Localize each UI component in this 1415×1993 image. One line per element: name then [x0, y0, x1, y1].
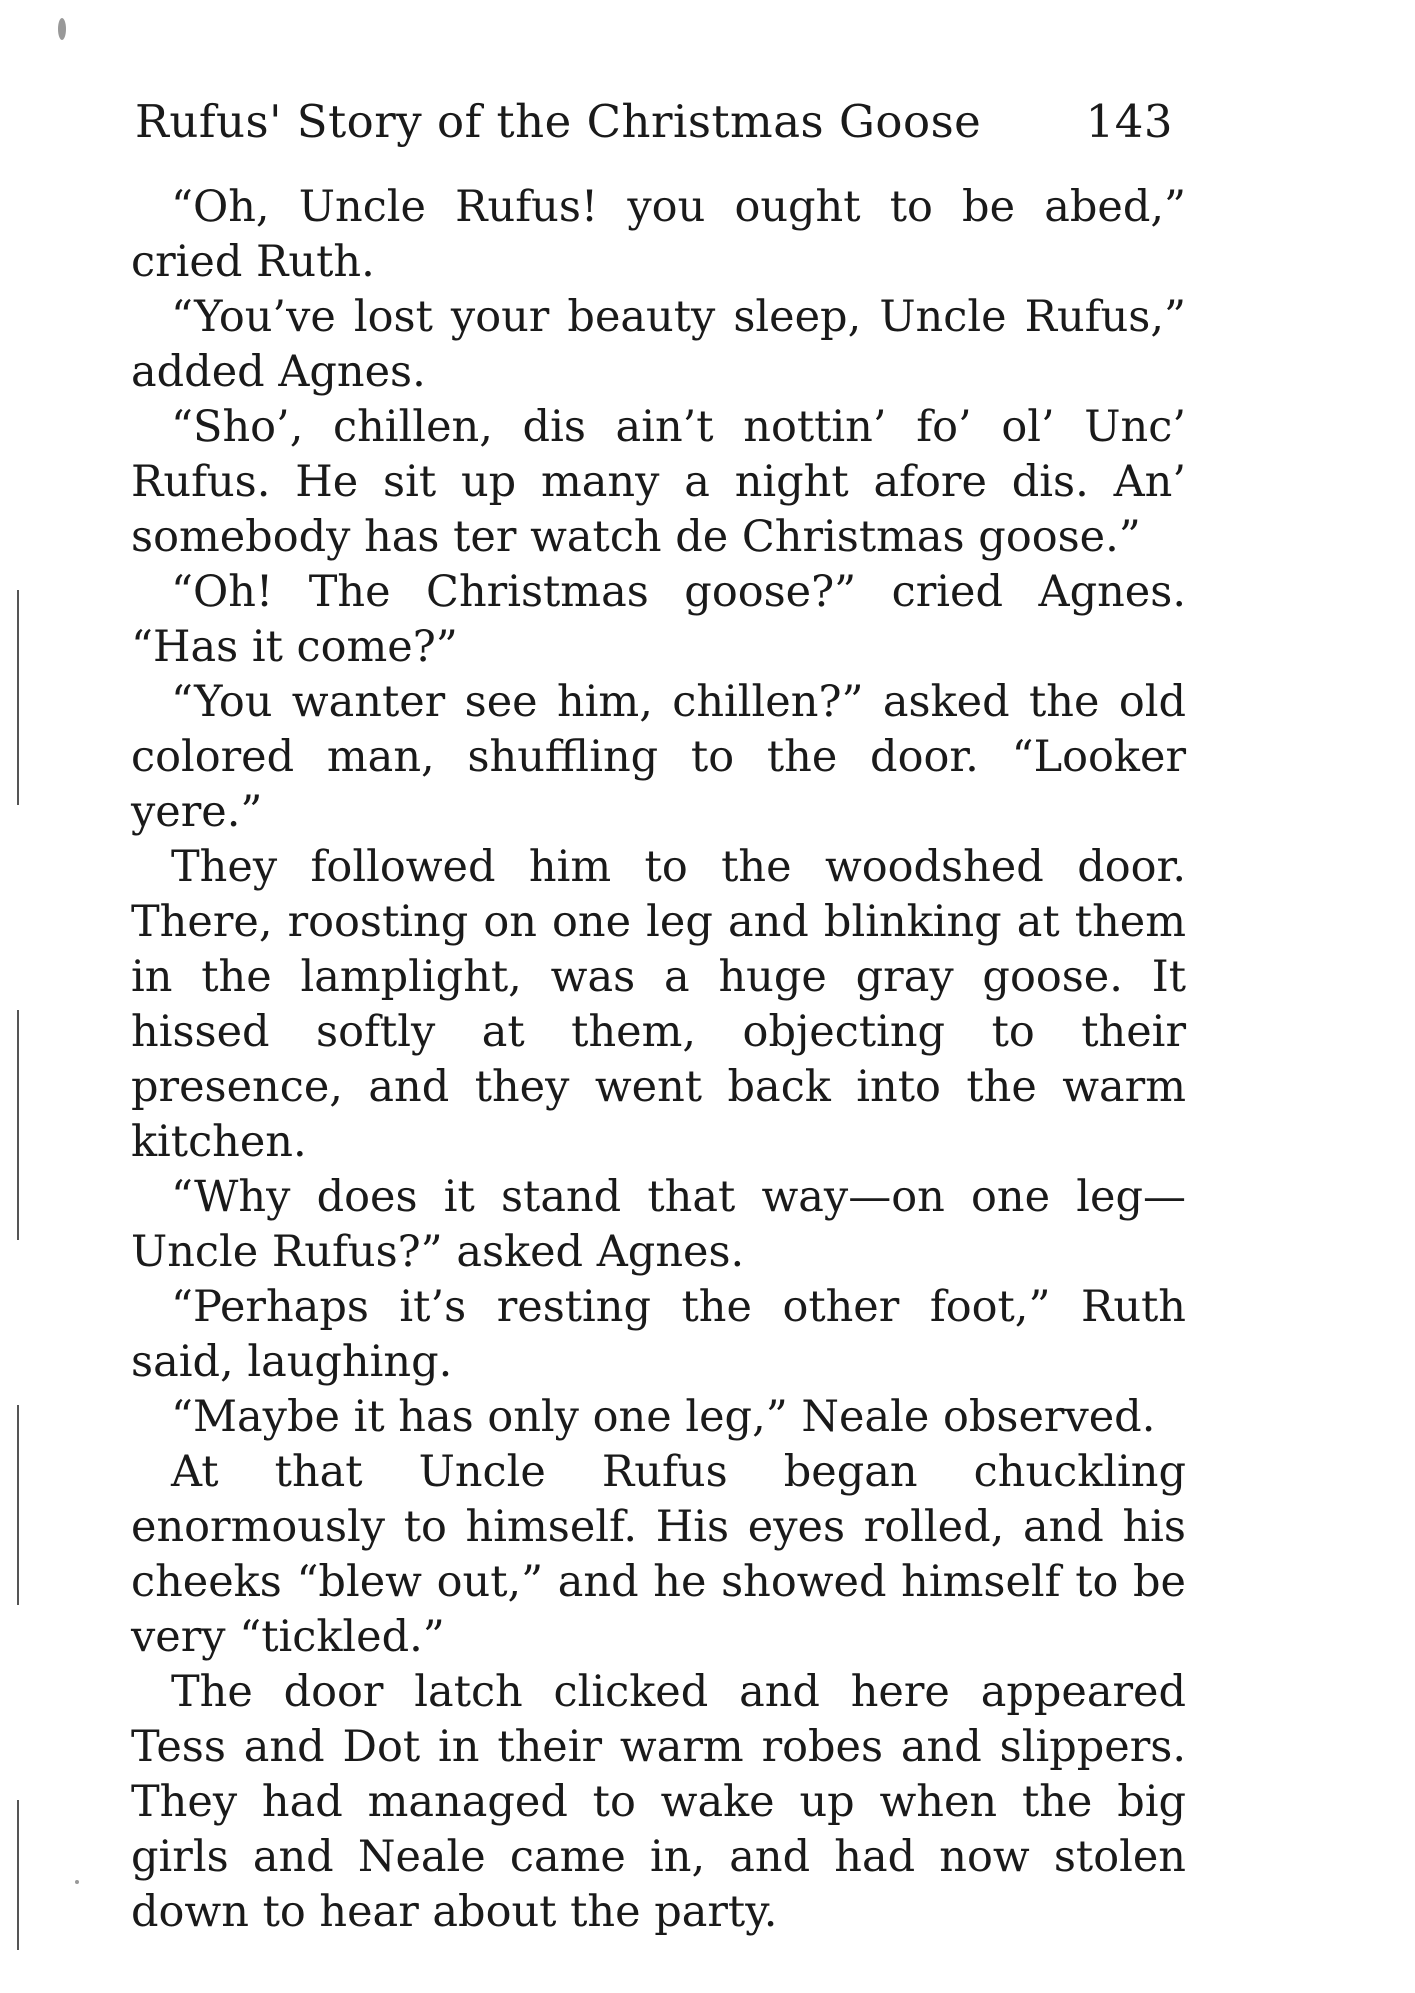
paragraph: “You wanter see him, chillen?” asked the old colored man, shuffling to the door. “Looker yere.” [131, 677, 1186, 837]
paragraph: “Sho’, chillen, dis ain’t nottin’ fo’ ol’ Unc’ Rufus. He sit up many a night afore dis. An’ somebody has ter watch de Christmas goose.” [131, 402, 1186, 562]
running-head [135, 95, 1185, 155]
paragraph: “Maybe it has only one leg,” Neale observed. [171, 1392, 1156, 1442]
chapter-title: Rufus' Story of the Christmas Goose [135, 95, 982, 148]
paragraph: The door latch clicked and here appeared Tess and Dot in their warm robes and slippers. They had managed to wake up when the big girls and Neale came in, and had now stolen down to hear about the party. [131, 1667, 1186, 1937]
scan-margin-mark [17, 1405, 19, 1605]
paragraph: They followed him to the woodshed door. There, roosting on one leg and blinking at them in the lamplight, was a huge gray goose. It hissed softly at them, objecting to their presence, and they went back into the warm kitchen. [131, 842, 1186, 1167]
scan-margin-mark [17, 1010, 19, 1240]
paragraph: “You’ve lost your beauty sleep, Uncle Rufus,” added Agnes. [131, 292, 1186, 397]
paragraph: “Why does it stand that way—on one leg— Uncle Rufus?” asked Agnes. [131, 1172, 1186, 1277]
paragraph: “Perhaps it’s resting the other foot,” Ruth said, laughing. [131, 1282, 1186, 1387]
scan-margin-mark [17, 1800, 19, 1950]
page-number: 143 [1085, 95, 1173, 148]
scan-speck [75, 1880, 79, 1884]
body-text [131, 180, 1186, 1940]
paragraph: At that Uncle Rufus began chuckling enormously to himself. His eyes rolled, and his cheeks “blew out,” and he showed himself to be very “tickled.” [131, 1447, 1186, 1662]
paragraph: “Oh! The Christmas goose?” cried Agnes. “Has it come?” [131, 567, 1186, 672]
scan-speck [58, 18, 66, 40]
paragraph: “Oh, Uncle Rufus! you ought to be abed,” cried Ruth. [131, 182, 1186, 287]
scan-margin-mark [17, 590, 19, 805]
